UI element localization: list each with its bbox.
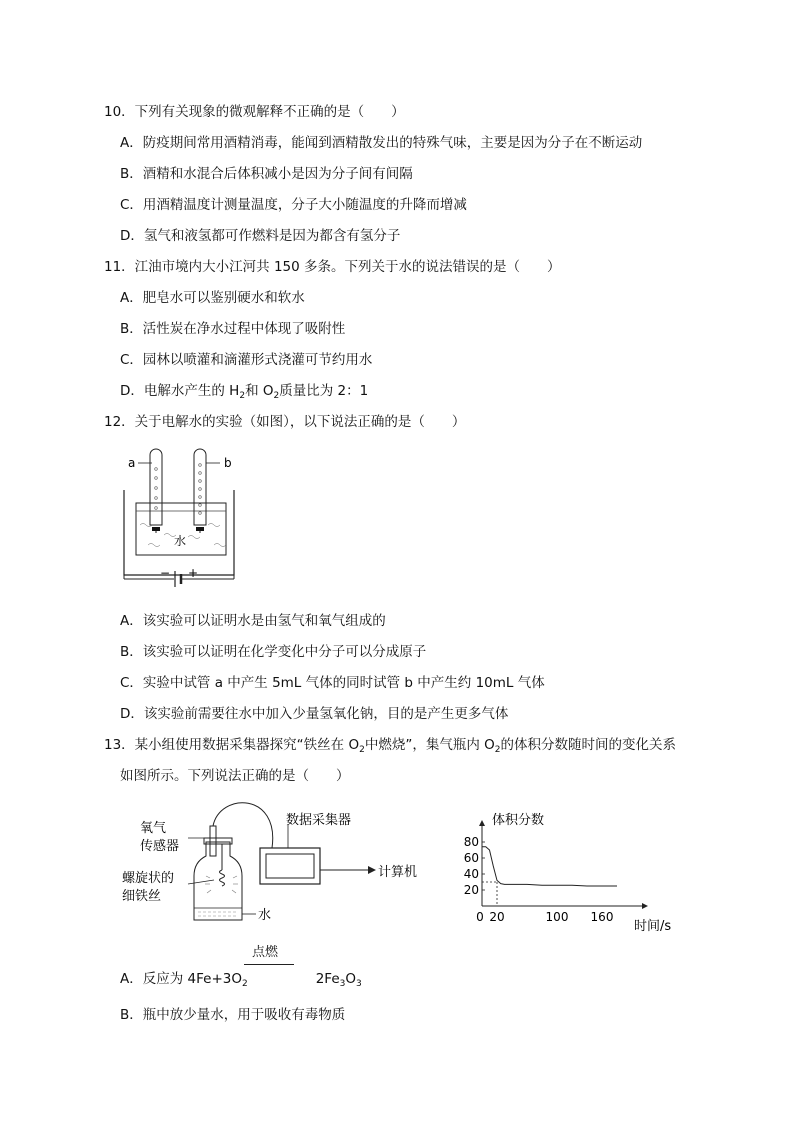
question-11-stem: 11．江油市境内大小江河共 150 多条。下列关于水的说法错误的是（ ） <box>104 259 561 275</box>
computer-label: 计算机 <box>378 865 418 880</box>
bottle-water-label: 水 <box>258 908 272 923</box>
question-12-stem: 12．关于电解水的实验（如图），以下说法正确的是（ ） <box>104 414 466 430</box>
question-13-stem: 13．某小组使用数据采集器探究“铁丝在 $O_2$中燃烧”，集气瓶内 $O_2$的体积分数随时间的变化关系 <box>104 737 676 755</box>
question-10-stem: 10．下列有关现象的微观解释不正确的是（ ） <box>104 104 405 120</box>
question-12-option-d: D．该实验前需要往水中加入少量氢氧化钠，目的是产生更多气体 <box>120 706 509 722</box>
y-tick-label: 40 <box>463 867 479 881</box>
question-11-option-d: D．电解水产生的 $H_2$和 $O_2$质量比为 2：1 <box>120 383 369 401</box>
x-tick-label: 20 <box>489 910 505 924</box>
y-tick-label: 60 <box>463 851 479 865</box>
y-axis-label: 体积分数 <box>492 813 545 828</box>
water-label: 水 <box>174 534 187 548</box>
question-10-option-b: B．酒精和水混合后体积减小是因为分子间有间隔 <box>120 166 413 182</box>
x-tick-label: 160 <box>590 910 614 924</box>
iron-wire-label-1: 螺旋状的 <box>122 871 175 886</box>
oxygen-sensor-label-2: 传感器 <box>140 839 180 854</box>
question-13-option-b: B．瓶中放少量水，用于吸收有毒物质 <box>120 1007 346 1023</box>
x-tick-label: 100 <box>545 910 569 924</box>
tube-b-label: b <box>224 456 232 470</box>
question-11-option-a: A．肥皂水可以鉴别硬水和软水 <box>120 290 305 306</box>
question-11-option-c: C．园林以喷灌和滴灌形式浇灌可节约用水 <box>120 352 373 368</box>
data-collector-label: 数据采集器 <box>286 813 352 828</box>
y-tick-label: 20 <box>463 883 479 897</box>
tube-a-label: a <box>128 456 136 470</box>
question-12-option-a: A．该实验可以证明水是由氢气和氧气组成的 <box>120 613 386 629</box>
oxygen-sensor-apparatus-figure <box>110 798 445 928</box>
o2-fraction-series-line <box>482 847 617 886</box>
question-10-option-a: A．防疫期间常用酒精消毒，能闻到酒精散发出的特殊气味，主要是因为分子在不断运动 <box>120 135 643 151</box>
question-13-stem-continued: 如图所示。下列说法正确的是（ ） <box>120 768 350 784</box>
question-10-option-d: D．氢气和液氢都可作燃料是因为都含有氢分子 <box>120 228 401 244</box>
x-tick-label: 0 <box>476 910 484 924</box>
question-12-option-c: C．实验中试管 a 中产生 5mL 气体的同时试管 b 中产生约 10mL 气体 <box>120 675 545 691</box>
question-11-option-b: B．活性炭在净水过程中体现了吸附性 <box>120 321 346 337</box>
iron-wire-label-2: 细铁丝 <box>122 889 162 904</box>
reaction-condition-bar <box>244 964 294 965</box>
oxygen-sensor-label-1: 氧气 <box>140 821 167 836</box>
oxygen-volume-fraction-chart <box>462 810 672 934</box>
minus-sign: − <box>160 566 171 580</box>
reaction-condition-label: 点燃 <box>252 945 279 960</box>
question-13-option-a: A．反应为 $4Fe+3O_2$ $2Fe_3O_3$ <box>120 971 362 989</box>
electrolysis-apparatus-figure <box>118 445 246 593</box>
y-tick-label: 80 <box>463 835 479 849</box>
question-10-option-c: C．用酒精温度计测量温度，分子大小随温度的升降而增减 <box>120 197 467 213</box>
x-axis-label: 时间/s <box>634 919 672 934</box>
question-12-option-b: B．该实验可以证明在化学变化中分子可以分成原子 <box>120 644 427 660</box>
plus-sign: + <box>188 566 199 580</box>
